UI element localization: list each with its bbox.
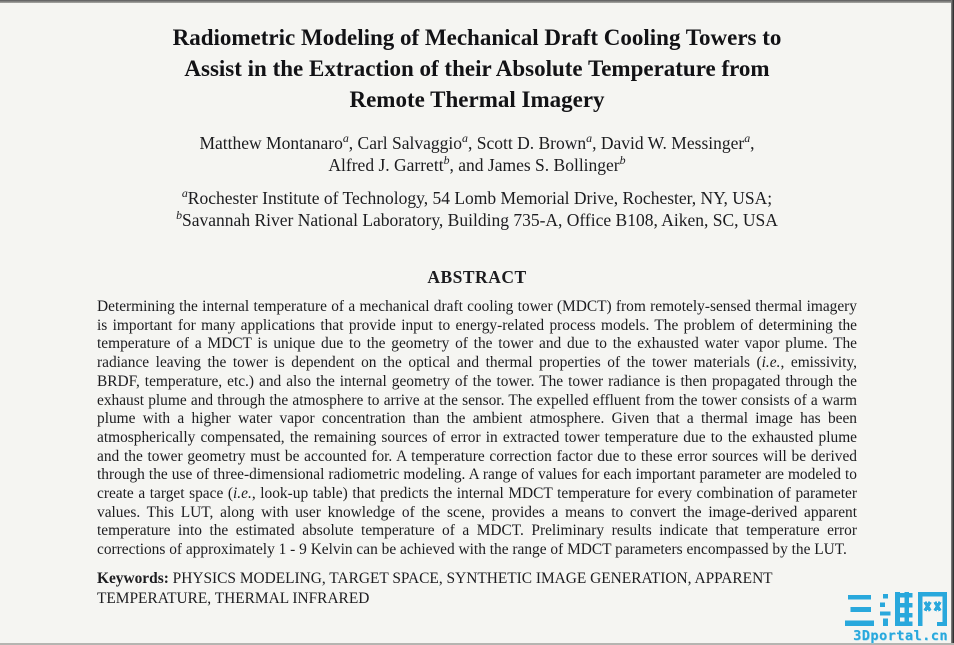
watermark-site-url: 3Dportal.cn — [853, 628, 948, 644]
paper-title-line-2: Assist in the Extraction of their Absolute Temperature from — [184, 56, 770, 81]
author-line-1: Matthew Montanaro$^a$, Carl Salvaggio$^a$, Scott D. Brown$^a$, David W. Messinger$^a$, — [199, 131, 755, 153]
paper-title-line-3: Remote Thermal Imagery — [349, 87, 605, 112]
author-list — [97, 132, 857, 176]
paper-title-line-1: Radiometric Modeling of Mechanical Draft Cooling Towers to — [172, 25, 782, 50]
affiliation-list — [97, 187, 857, 231]
keywords-paragraph — [97, 569, 857, 609]
abstract-text: Determining the internal temperature of a mechanical draft cooling tower (MDCT) from remotely-sensed thermal imagery is important for many applications that provide input to energy-related process models. The problem of determining the temperature of a MDCT is unique due to the geometry of the tower and due to the exhausted water vapor plume. The radiance leaving the tower is dependent on the optical and thermal properties of the tower materials (i.e., emissivity, BRDF, temperature, etc.) and also the internal geometry of the tower. The tower radiance is then propagated through the exhaust plume and through the atmosphere to arrive at the sensor. The expelled effluent from the tower consists of a warm plume with a higher water vapor concentration than the ambient atmosphere. Given that a thermal image has been atmospherically compensated, the remaining sources of error in extracted tower temperature due to the exhausted plume and the tower geometry must be accounted for. A temperature correction factor due to these error sources will be derived through the use of three-dimensional radiometric modeling. A range of values for each important parameter are modeled to create a target space (i.e., look-up table) that predicts the internal MDCT temperature for every combination of parameter values. This LUT, along with user knowledge of the scene, provides a means to convert the image-derived apparent temperature into the estimated absolute temperature of a MDCT. Preliminary results indicate that temperature error corrections of approximately 1 - 9 Kelvin can be achieved with the range of MDCT parameters encompassed by the LUT. — [97, 298, 857, 559]
keywords-text: PHYSICS MODELING, TARGET SPACE, SYNTHETIC IMAGE GENERATION, APPARENT TEMPERATURE, THERMAL INFRARED — [97, 569, 773, 607]
paper-title — [97, 22, 857, 115]
author-line-2: Alfred J. Garrett$^b$, and James S. Bollinger$^b$ — [328, 153, 626, 175]
affiliation-line-1: $^a$Rochester Institute of Technology, 54 Lomb Memorial Drive, Rochester, NY, USA; — [181, 186, 773, 208]
affiliation-line-2: $^b$Savannah River National Laboratory, Building 735-A, Office B108, Aiken, SC, USA — [176, 208, 778, 230]
abstract-heading: ABSTRACT — [427, 267, 527, 287]
keywords-label: Keywords: — [97, 569, 169, 587]
